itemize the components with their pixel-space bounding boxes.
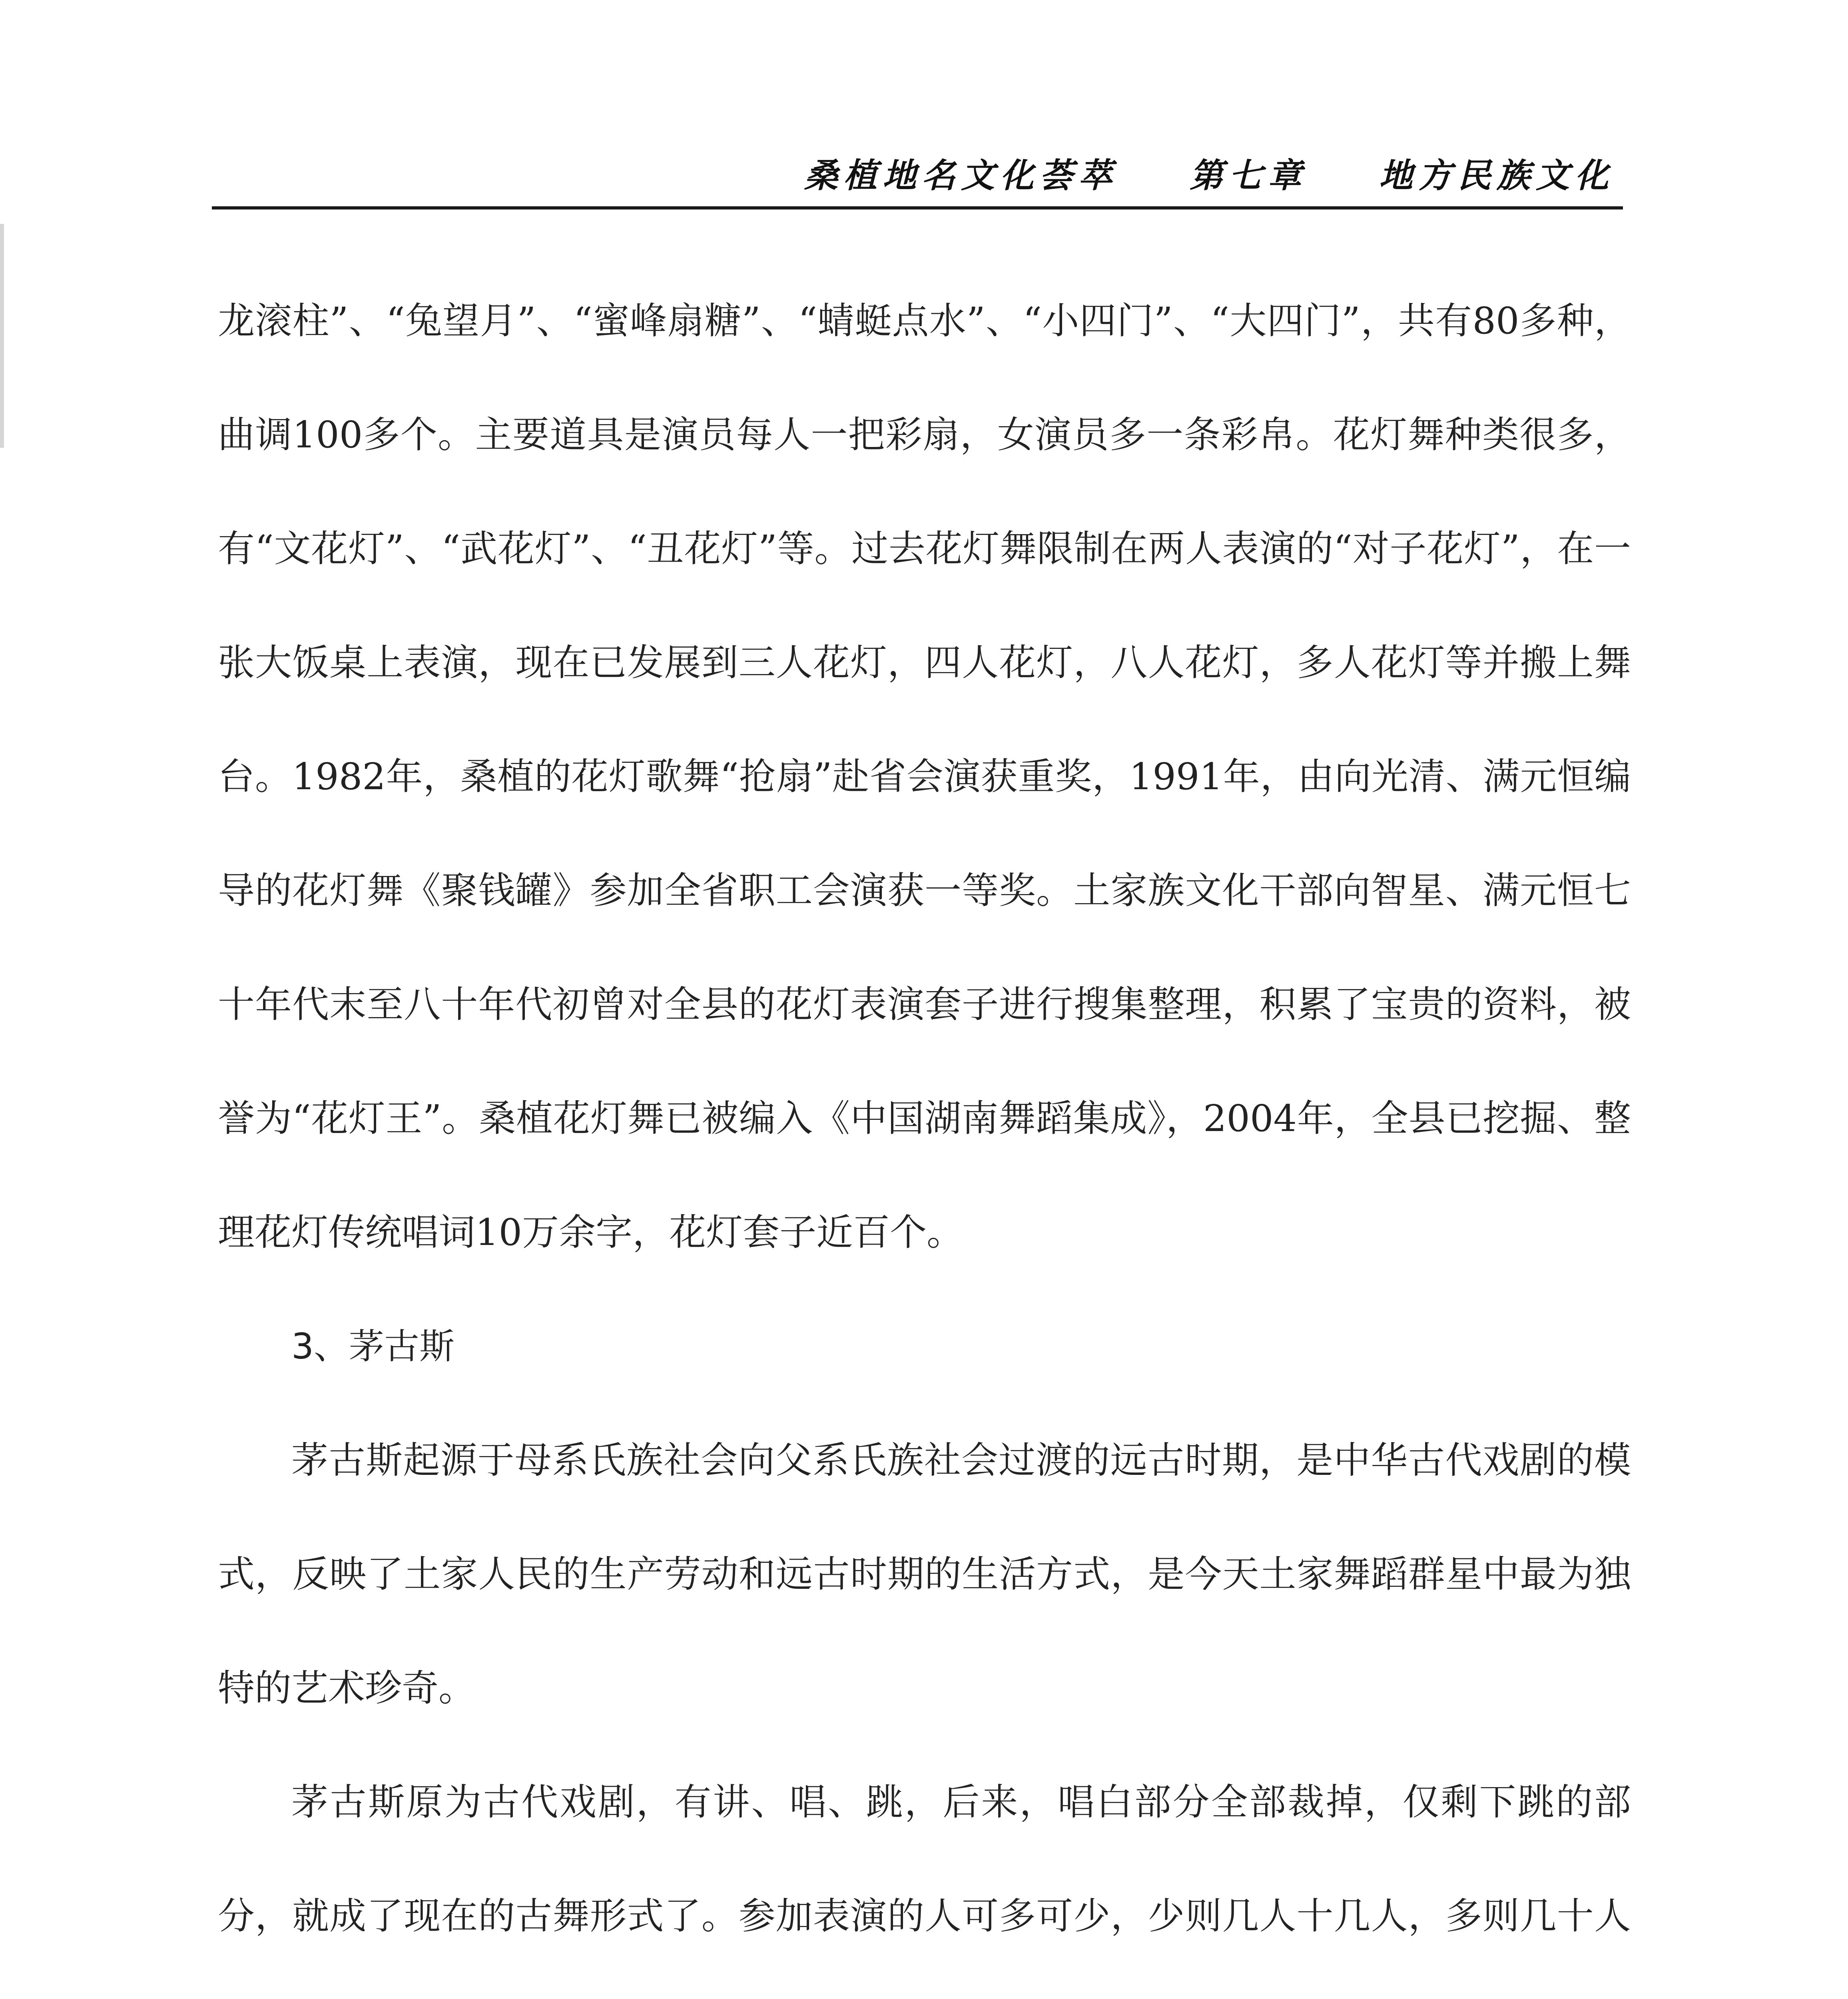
paragraph: 茅古斯原为古代戏剧，有讲、唱、跳，后来，唱白部分全部裁掉，仅剩下跳的部分，就成了现在的古舞形式了。参加表演的人可多可少，少则几人十几人，多则几十人 <box>218 1781 1631 1937</box>
scan-edge-mark <box>0 224 4 448</box>
section-heading: 3、茅古斯 <box>291 1326 455 1367</box>
header-rule <box>212 206 1623 209</box>
page-body <box>218 264 1631 1999</box>
paragraph-continued: 龙滚柱”、“兔望月”、“蜜峰扇糖”、“蜻蜓点水”、“小四门”、“大四门”，共有80多种，曲调100多个。主要道具是演员每人一把彩扇，女演员多一条彩帛。花灯舞种类很多，有“文花灯”、“武花灯”、“丑花灯”等。过去花灯舞限制在两人表演的“对子花灯”，在一张大饭桌上表演，现在已发展到三人花灯，四人花灯，八人花灯，多人花灯等并搬上舞台。1982年，桑植的花灯歌舞“抢扇”赴省会演获重奖，1991年，由向光清、满元恒编导的花灯舞《聚钱罐》参加全省职工会演获一等奖。土家族文化干部向智星、满元恒七十年代末至八十年代初曾对全县的花灯表演套子进行搜集整理，积累了宝贵的资料，被誉为“花灯王”。桑植花灯舞已被编入《中国湖南舞蹈集成》，2004年，全县已挖掘、整理花灯传统唱词10万余字，花灯套子近百个。 <box>218 299 1631 1254</box>
header-section: 地方民族文化 <box>1379 156 1614 195</box>
header-chapter: 第七章 <box>1189 156 1307 195</box>
running-header <box>804 149 1614 197</box>
paragraph: 茅古斯起源于母系氏族社会向父系氏族社会过渡的远古时期，是中华古代戏剧的模式，反映了土家人民的生产劳动和远古时期的生活方式，是今天土家舞蹈群星中最为独特的艺术珍奇。 <box>218 1439 1631 1710</box>
header-book-title: 桑植地名文化荟萃 <box>804 156 1118 195</box>
